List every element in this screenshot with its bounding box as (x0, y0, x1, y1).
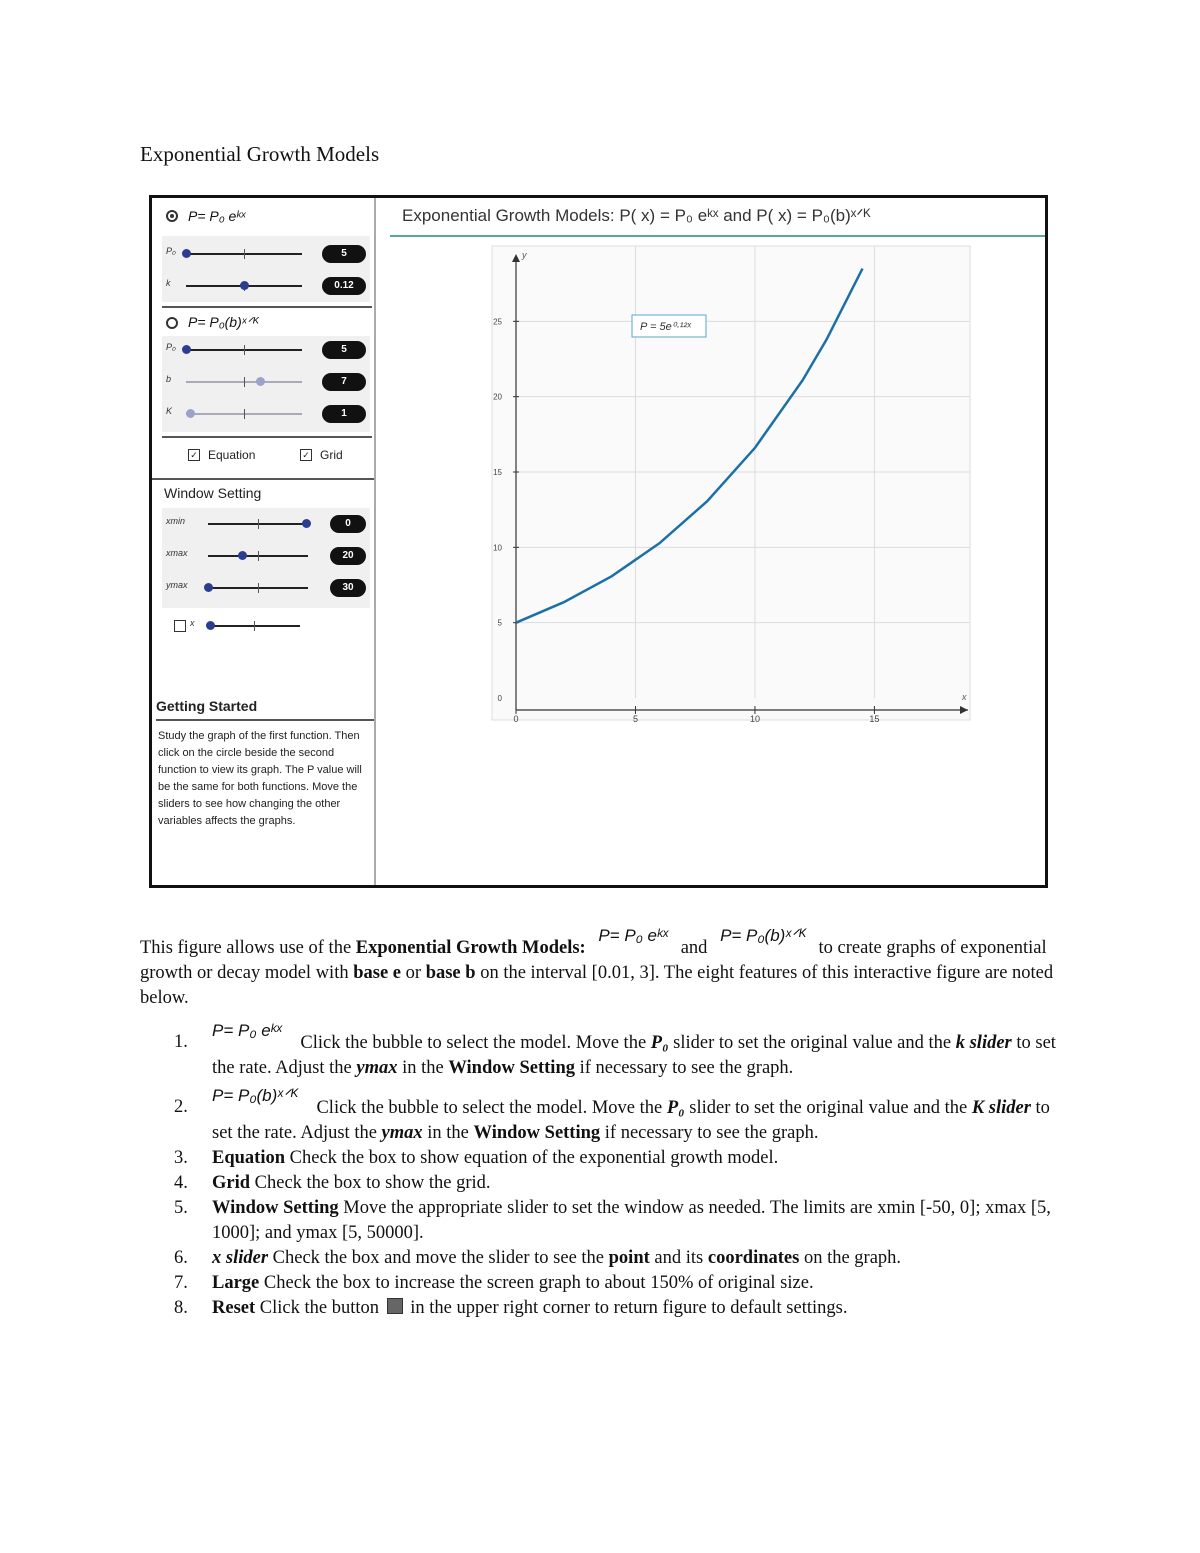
item-bold: ymax (356, 1058, 398, 1078)
model1-label: P= P₀ eᵏˣ (188, 208, 246, 224)
grid-checkbox[interactable] (300, 448, 343, 462)
item-bold: K slider (971, 1098, 1031, 1118)
item-text: Click the button (259, 1298, 379, 1318)
interactive-figure (149, 195, 1048, 888)
item-bold: P₀ (666, 1098, 685, 1118)
item-number: 2. (174, 1097, 188, 1117)
model2-row[interactable] (166, 314, 259, 331)
item-number: 7. (174, 1273, 188, 1293)
list-item (140, 1086, 1070, 1146)
xmax-knob[interactable] (238, 551, 247, 560)
p0b-slider[interactable] (166, 340, 370, 360)
para-bold-2: base e (353, 963, 402, 983)
p0-slider[interactable] (166, 244, 370, 264)
para-text-2: to create graphs of exponential growth or decay model with (140, 938, 1047, 983)
x-tick-label: 0 (513, 714, 519, 724)
para-equation-2: P= P₀(b)ˣᐟᴷ (720, 926, 806, 945)
item-text: Click the bubble to select the model. Move the (300, 1033, 647, 1053)
xmax-label: xmax (166, 548, 188, 558)
item-number: 3. (174, 1148, 188, 1168)
item-text: slider to set the original value and the (689, 1098, 968, 1118)
equation-label: P = 5e⁰·¹²ˣ (640, 321, 691, 333)
plot-background (492, 246, 970, 720)
para-text-3: on the interval [0.01, 3]. The eight features of this interactive figure are noted below. (140, 963, 1054, 1008)
x-axis-label: x (962, 692, 967, 702)
getting-started-text: Study the graph of the first function. Then click on the circle beside the second function to view its graph. The P value will be the same for both functions. Move the sliders to see how changing the other variables affects the graphs. (158, 730, 362, 827)
p0b-value: 5 (322, 341, 366, 359)
item-bold: Window Setting (473, 1123, 601, 1143)
x-tick-label: 15 (869, 714, 880, 724)
p0-slider-knob[interactable] (182, 249, 191, 258)
item-bold: Window Setting (448, 1058, 575, 1078)
list-item (140, 1246, 1070, 1271)
item-bold: ymax (381, 1123, 423, 1143)
item-number: 4. (174, 1173, 188, 1193)
equation-checkbox-label: Equation (208, 448, 256, 462)
x-slider[interactable] (174, 616, 304, 636)
item-text: Move the appropriate slider to set the window as needed. The limits are xmin [-50, 0]; xmax [5, 1000]; and ymax [5, 50000]. (212, 1198, 1051, 1243)
list-item (140, 1146, 1070, 1171)
xmin-slider[interactable] (166, 514, 370, 534)
item-bold: Equation (212, 1148, 286, 1168)
item-number: 8. (174, 1298, 188, 1318)
window-setting-heading: Window Setting (164, 485, 262, 501)
k-value: 0.12 (322, 277, 366, 295)
y-axis-label: y (522, 250, 527, 260)
item-bold: x slider (212, 1248, 269, 1268)
item-text: if necessary to see the graph. (579, 1058, 794, 1078)
p0b-slider-knob[interactable] (182, 345, 191, 354)
model1-sliders (162, 236, 370, 302)
item-text: Click the bubble to select the model. Move the (316, 1098, 663, 1118)
xmax-value: 20 (330, 547, 366, 565)
y-tick-label: 20 (493, 392, 502, 402)
reset-icon (387, 1298, 403, 1314)
para-and: and (680, 938, 708, 958)
feature-list (140, 1021, 1070, 1321)
item-text: in the (402, 1058, 444, 1078)
ymax-value: 30 (330, 579, 366, 597)
item-bold: coordinates (707, 1248, 800, 1268)
ymax-label: ymax (166, 580, 188, 590)
p0b-slider-label: P₀ (166, 342, 176, 352)
y-tick-label: 15 (493, 468, 502, 477)
item-text: Check the box to increase the screen graph to about 150% of original size. (263, 1273, 814, 1293)
item-number: 1. (174, 1032, 188, 1052)
x-slider-label: x (190, 618, 195, 628)
item-text: in the (427, 1123, 469, 1143)
item-number: 6. (174, 1248, 188, 1268)
k-slider-knob[interactable] (240, 281, 249, 290)
K-slider-knob[interactable] (186, 409, 195, 418)
xmin-knob[interactable] (302, 519, 311, 528)
list-item (140, 1271, 1070, 1296)
item-text: and its (654, 1248, 704, 1268)
document-title: Exponential Growth Models (140, 142, 380, 166)
para-text-1: This figure allows use of the (140, 938, 352, 958)
p0-value: 5 (322, 245, 366, 263)
description-paragraph (140, 926, 1065, 1011)
grid-checkbox-label: Grid (320, 448, 343, 462)
xmax-slider[interactable] (166, 546, 370, 566)
model1-row[interactable] (166, 208, 245, 224)
list-item (140, 1171, 1070, 1196)
item-bold: Large (212, 1273, 260, 1293)
list-item (140, 1196, 1070, 1246)
y-tick-label: 0 (497, 694, 502, 703)
item-number: 5. (174, 1198, 188, 1218)
p0-slider-label: P₀ (166, 246, 176, 256)
getting-started-heading: Getting Started (156, 698, 258, 714)
k-slider-label: k (166, 278, 171, 288)
item-equation: P= P₀(b)ˣᐟᴷ (212, 1086, 298, 1105)
equation-checkbox[interactable] (188, 448, 255, 462)
x-slider-knob[interactable] (206, 621, 215, 630)
y-tick-label: 25 (493, 317, 502, 327)
y-tick-label: 5 (497, 618, 502, 628)
para-bold-1: Exponential Growth Models: (355, 938, 586, 958)
xmin-label: xmin (166, 516, 186, 526)
graph-title: Exponential Growth Models: P( x) = P₀ eᵏˣ and P( x) = P₀(b)ˣᐟᴷ (402, 206, 871, 225)
item-equation: P= P₀ eᵏˣ (212, 1021, 282, 1040)
xmin-value: 0 (330, 515, 366, 533)
item-text: Check the box to show equation of the exponential growth model. (289, 1148, 779, 1168)
item-bold: Window Setting (212, 1198, 339, 1218)
K-slider[interactable] (166, 404, 370, 424)
graph-area (376, 198, 1045, 885)
list-item (140, 1021, 1070, 1081)
item-text: on the graph. (803, 1248, 902, 1268)
model1-radio[interactable] (166, 210, 178, 222)
item-text: in the upper right corner to return figure to default settings. (410, 1298, 848, 1318)
item-text: Check the box and move the slider to see the (272, 1248, 605, 1268)
item-text: to set the rate. Adjust the (212, 1098, 1050, 1143)
b-slider-knob[interactable] (256, 377, 265, 386)
item-text: Check the box to show the grid. (254, 1173, 491, 1193)
model2-radio[interactable] (166, 317, 178, 329)
x-slider-checkbox[interactable] (174, 620, 186, 632)
para-bold-3: base b (425, 963, 476, 983)
b-slider-label: b (166, 374, 172, 384)
item-bold: Reset (212, 1298, 256, 1318)
x-tick-label: 5 (632, 714, 638, 724)
item-bold: Grid (212, 1173, 251, 1193)
model2-label: P= P₀(b)ˣᐟᴷ (188, 314, 259, 330)
list-item (140, 1296, 1070, 1321)
ymax-knob[interactable] (204, 583, 213, 592)
grid-checkbox-box[interactable]: ✓ (300, 449, 312, 461)
item-text: if necessary to see the graph. (604, 1123, 819, 1143)
b-slider[interactable] (166, 372, 370, 392)
k-slider[interactable] (166, 276, 370, 296)
item-bold: P₀ (650, 1033, 669, 1053)
control-sidebar (152, 198, 376, 885)
K-value: 1 (322, 405, 366, 423)
item-text: to set the rate. Adjust the (212, 1033, 1056, 1078)
item-text: slider to set the original value and the (673, 1033, 952, 1053)
para-equation-1: P= P₀ eᵏˣ (598, 926, 669, 945)
x-tick-label: 10 (749, 714, 760, 724)
exponential-chart (376, 198, 1048, 888)
model2-sliders (162, 336, 370, 432)
window-setting-sliders (162, 508, 370, 608)
item-bold: k slider (955, 1033, 1012, 1053)
K-slider-label: K (166, 406, 173, 416)
equation-checkbox-box[interactable]: ✓ (188, 449, 200, 461)
item-bold: point (608, 1248, 650, 1268)
y-tick-label: 10 (493, 543, 502, 553)
para-or: or (405, 963, 422, 983)
ymax-slider[interactable] (166, 578, 370, 598)
b-value: 7 (322, 373, 366, 391)
